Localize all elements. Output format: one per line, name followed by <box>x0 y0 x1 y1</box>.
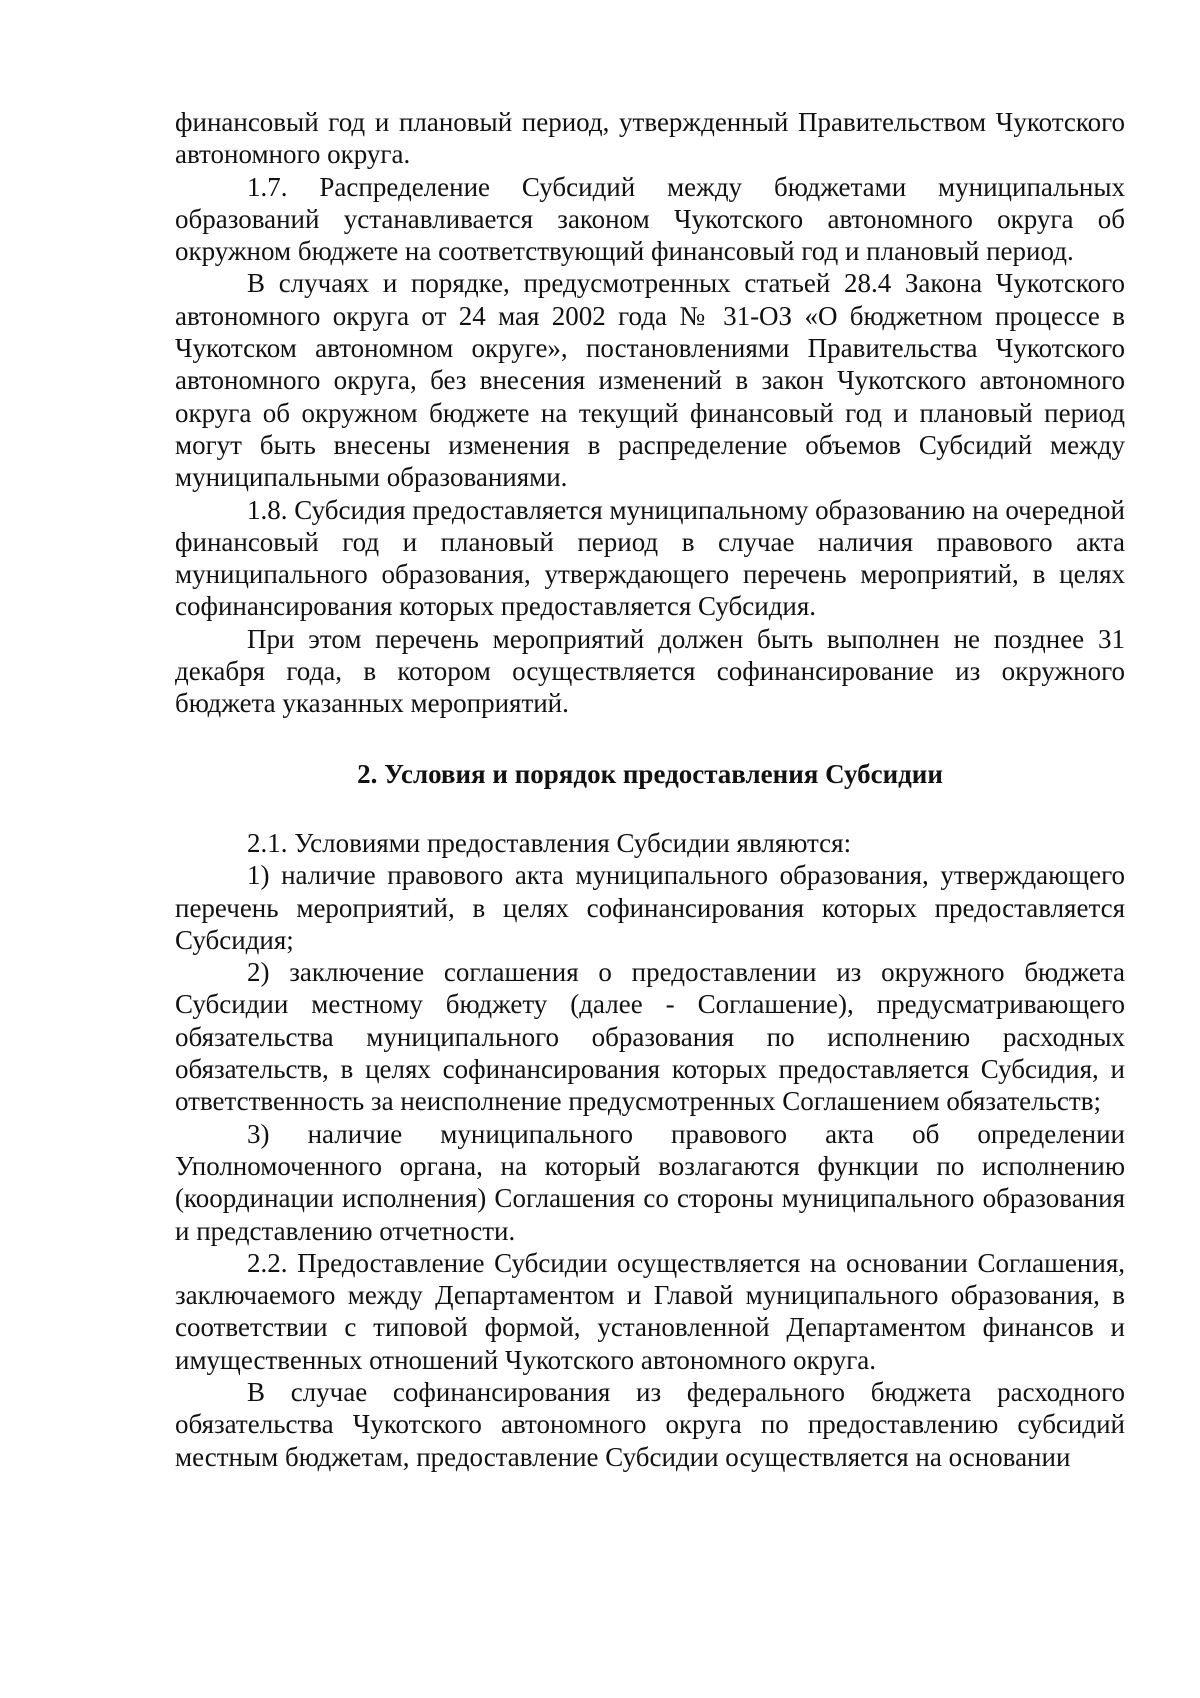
paragraph-continuation: финансовый год и плановый период, утвержденный Правительством Чукотского автономного округа. <box>175 107 1125 170</box>
paragraph-law-reference: В случаях и порядке, предусмотренных статьей 28.4 Закона Чукотского автономного округа от 24 мая 2002 года № 31-ОЗ «О бюджетном процессе в Чукотском автономном округе», постановлениями Правительства Чукотского автономного округа, без внесения изменений в закон Чукотского автономного округа об окружном бюджете на текущий финансовый год и плановый период могут быть внесены изменения в распределение объемов Субсидий между муниципальными образованиями. <box>175 268 1125 493</box>
list-item-condition-1: 1) наличие правового акта муниципального образования, утверждающего перечень мероприятий, в целях софинансирования которых предоставляется Субсидия; <box>175 860 1125 955</box>
paragraph-1-8: 1.8. Субсидия предоставляется муниципальному образованию на очередной финансовый год и плановый период в случае наличия правового акта муниципального образования, утверждающего перечень мероприятий, в целях софинансирования которых предоставляется Субсидия. <box>175 494 1125 622</box>
paragraph-2-2: 2.2. Предоставление Субсидии осуществляется на основании Соглашения, заключаемого между Департаментом и Главой муниципального образования, в соответствии с типовой формой, установленной Департаментом финансов и имущественных отношений Чукотского автономного округа. <box>175 1247 1125 1375</box>
section-heading: 2. Условия и порядок предоставления Субсидии <box>357 758 943 789</box>
list-item-condition-3: 3) наличие муниципального правового акта об определении Уполномоченного органа, на который возлагаются функции по исполнению (координации исполнения) Соглашения со стороны муниципального образования и представлению отчетности. <box>175 1118 1125 1246</box>
paragraph-deadline: При этом перечень мероприятий должен быть выполнен не позднее 31 декабря года, в котором осуществляется софинансирование из окружного бюджета указанных мероприятий. <box>175 623 1125 719</box>
paragraph-federal-cofinancing: В случае софинансирования из федерального бюджета расходного обязательства Чукотского автономного округа по предоставлению субсидий местным бюджетам, предоставление Субсидии осуществляется на основании <box>175 1376 1125 1472</box>
paragraph-2-1: 2.1. Условиями предоставления Субсидии являются: <box>247 827 852 858</box>
document-page <box>175 106 1125 1473</box>
list-item-condition-2: 2) заключение соглашения о предоставлении из окружного бюджета Субсидии местному бюджету (далее - Соглашение), предусматривающего обязательства муниципального образования по исполнению расходных обязательств, в целях софинансирования которых предоставляется Субсидия, и ответственность за неисполнение предусмотренных Соглашением обязательств; <box>175 957 1125 1117</box>
paragraph-1-7: 1.7. Распределение Субсидий между бюджетами муниципальных образований устанавливается законом Чукотского автономного округа об окружном бюджете на соответствующий финансовый год и плановый период. <box>175 171 1125 267</box>
